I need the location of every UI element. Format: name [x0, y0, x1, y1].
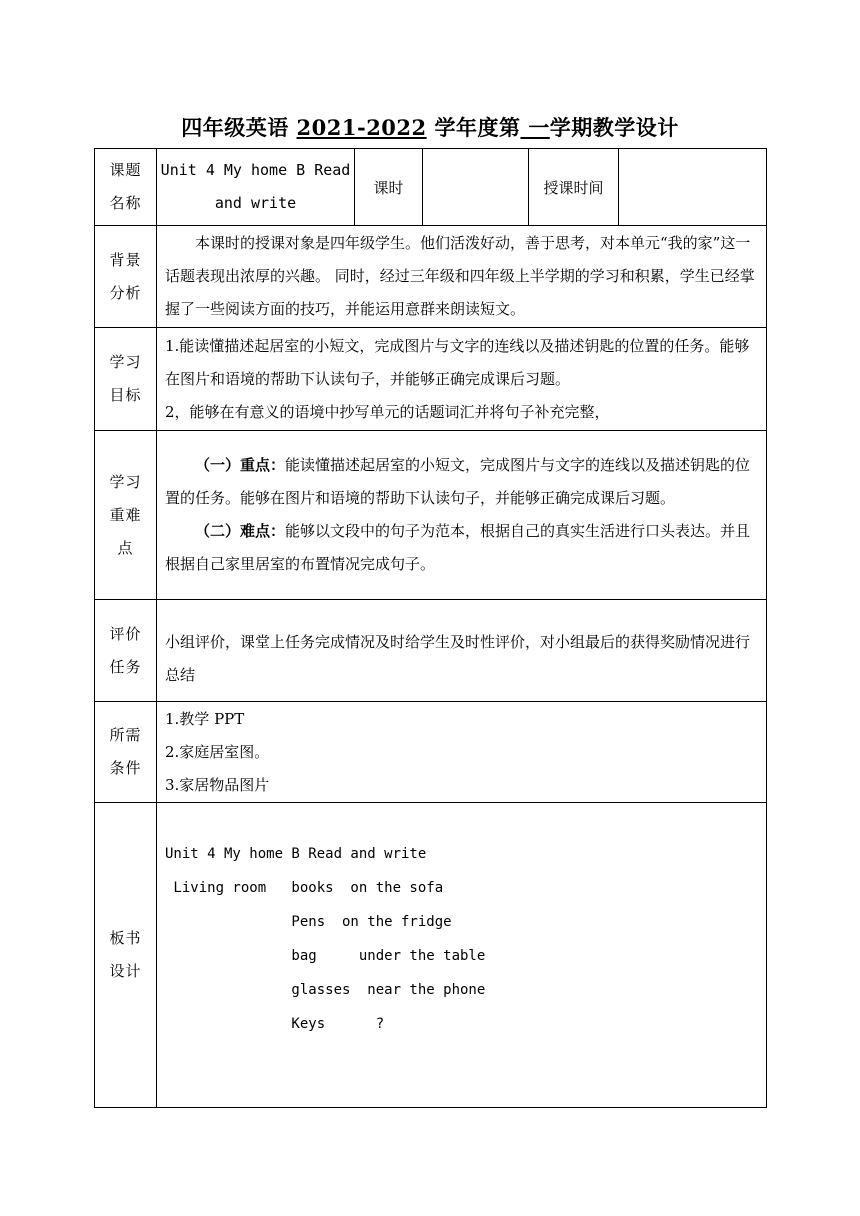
- background-label: 背景 分析: [95, 226, 157, 328]
- evaluation-text: 小组评价，课堂上任务完成情况及时给学生及时性评价，对小组最后的获得奖励情况进行总结: [165, 632, 751, 684]
- board-line: Unit 4 My home B Read and write: [165, 846, 427, 862]
- difficult-point: （二）难点：能够以文段中的句子为范本，根据自己的真实生活进行口头表达。并且根据自己家里居室的布置情况完成句子。: [165, 522, 751, 573]
- material-item: 3.家居物品图片: [165, 775, 270, 794]
- goal-item-1: 1.能读懂描述起居室的小短文，完成图片与文字的连线以及描述钥匙的位置的任务。能够在图片和语境的帮助下认读句子，并能够正确完成课后习题。: [165, 336, 750, 388]
- board-line: Living room books on the sofa: [165, 880, 444, 896]
- goals-row: [95, 328, 767, 431]
- materials-label: 所需 条件: [95, 702, 157, 803]
- period-value: [423, 149, 529, 226]
- class-time-label: 授课时间: [529, 149, 619, 226]
- key-point: （一）重点：能读懂描述起居室的小短文，完成图片与文字的连线以及描述钥匙的位置的任务。能够在图片和语境的帮助下认读句子，并能够正确完成课后习题。: [165, 456, 751, 507]
- material-item: 2.家庭居室图。: [165, 742, 270, 761]
- materials-row: [95, 702, 767, 803]
- board-row: [95, 803, 767, 1108]
- period-label: 课时: [355, 149, 423, 226]
- evaluation-label: 评价 任务: [95, 600, 157, 702]
- key-point-label: （一）重点：: [195, 456, 286, 474]
- goals-label: 学习 目标: [95, 328, 157, 431]
- difficult-point-label: （二）难点：: [195, 522, 286, 540]
- background-row: [95, 226, 767, 328]
- background-text: 本课时的授课对象是四年级学生。他们活泼好动，善于思考，对本单元“我的家”这一话题表现出浓厚的兴趣。 同时，经过三年级和四年级上半学期的学习和积累，学生已经掌握了一些阅读方面的技巧，并能运用意群来朗读短文。: [165, 234, 755, 318]
- keypoints-label: 学习 重难 点: [95, 431, 157, 600]
- school-year: 2021-2022: [296, 115, 427, 140]
- term-number: 一: [520, 115, 550, 140]
- board-line: Pens on the fridge: [165, 914, 452, 930]
- material-item: 1.教学 PPT: [165, 709, 245, 728]
- topic-row: [95, 149, 767, 226]
- board-line: Keys ?: [165, 1016, 385, 1032]
- evaluation-row: [95, 600, 767, 702]
- board-label: 板书 设计: [95, 803, 157, 1108]
- board-line: glasses near the phone: [165, 982, 486, 998]
- topic-label: 课题 名称: [95, 149, 157, 226]
- background-text-cell: [157, 226, 767, 328]
- class-time-value: [619, 149, 767, 226]
- topic-value: Unit 4 My home B Read and write: [157, 149, 355, 226]
- goals-cell: [157, 328, 767, 431]
- board-cell: [157, 803, 767, 1108]
- materials-cell: [157, 702, 767, 803]
- keypoints-row: [95, 431, 767, 600]
- document-title: 四年级英语 2021-2022 学年度第 一学期教学设计: [181, 115, 679, 140]
- keypoints-cell: [157, 431, 767, 600]
- lesson-plan-table: [94, 148, 767, 1108]
- evaluation-cell: [157, 600, 767, 702]
- goal-item-2: 2，能够在有意义的语境中抄写单元的话题词汇并将句子补充完整，: [165, 402, 610, 421]
- board-line: bag under the table: [165, 948, 486, 964]
